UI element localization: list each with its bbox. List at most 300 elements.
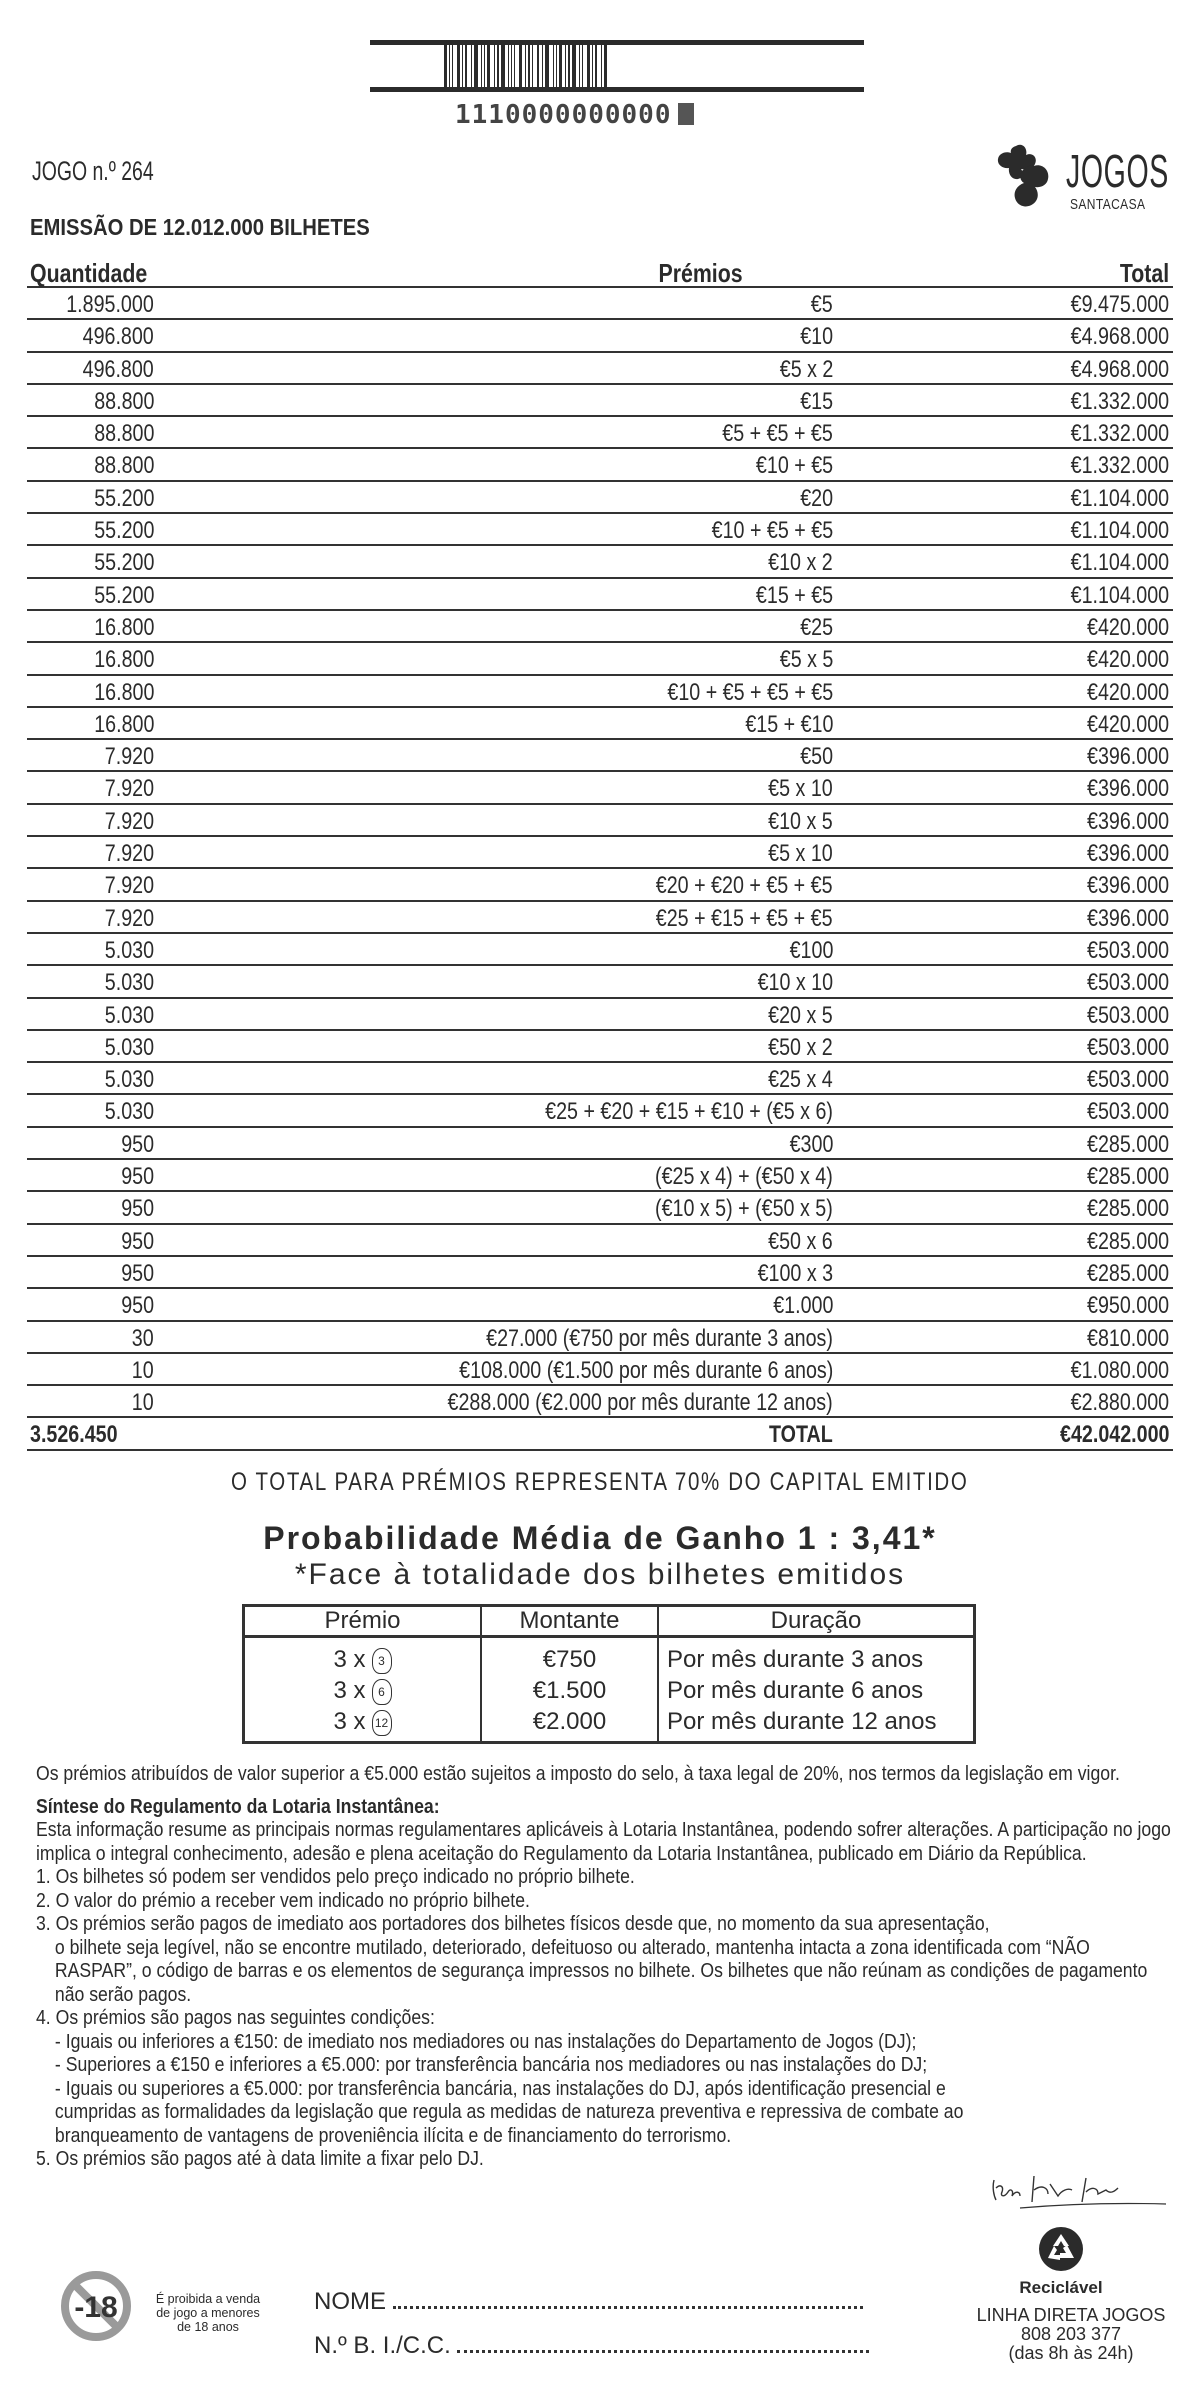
prize-description — [754, 840, 833, 868]
money-bag-icon: 6 — [372, 1679, 392, 1705]
prize-quantity — [94, 872, 154, 900]
prize-rows — [27, 288, 1173, 1418]
prize-row — [27, 869, 1173, 901]
prize-description — [616, 1195, 833, 1223]
prize-description — [754, 1228, 833, 1256]
prize-row — [27, 1095, 1173, 1127]
recycle-label: Reciclável — [1019, 2278, 1103, 2297]
annuity-count: 3 x — [333, 1708, 366, 1735]
prize-row — [27, 805, 1173, 837]
prize-table-header — [27, 255, 1173, 288]
money-bag-icon: 3 — [372, 1648, 392, 1674]
prize-description-text: €5 x 2 — [779, 355, 833, 383]
prize-total-text: €810.000 — [1086, 1324, 1169, 1352]
prize-total-text: €1.332.000 — [1070, 452, 1169, 480]
prize-quantity — [81, 614, 154, 642]
prize-description — [685, 517, 833, 545]
prize-description-text: €288.000 (€2.000 por mês durante 12 anos) — [447, 1389, 833, 1417]
prize-row — [27, 449, 1173, 481]
prize-table — [27, 255, 1173, 1451]
prize-description-text: (€25 x 4) + (€50 x 4) — [655, 1163, 833, 1191]
prize-description-text: €300 — [789, 1130, 833, 1158]
prize-quantity-text: 5.030 — [104, 969, 154, 997]
prize-description — [726, 711, 833, 739]
game-number: JOGO n.º 264 — [32, 156, 154, 186]
prize-quantity-text: 950 — [121, 1292, 154, 1320]
prize-description-text: €50 x 6 — [768, 1227, 833, 1255]
prize-row — [27, 740, 1173, 772]
annuity-row — [244, 1706, 975, 1743]
probability-note: *Face à totalidade dos bilhetes emitidos — [294, 1558, 906, 1591]
signature-icon — [990, 2174, 1170, 2214]
prize-row — [27, 1128, 1173, 1160]
annuity-amount: €750 — [481, 1637, 658, 1676]
prize-total-text: €2.880.000 — [1070, 1389, 1169, 1417]
col-quantity-label: Quantidade — [30, 258, 148, 288]
id-field[interactable] — [314, 2332, 869, 2360]
annuity-prize — [244, 1637, 482, 1676]
prize-quantity — [114, 1131, 154, 1159]
prize-quantity — [67, 323, 154, 351]
recycle-icon — [1038, 2226, 1084, 2272]
prize-row — [27, 708, 1173, 740]
prize-total-text: €420.000 — [1086, 678, 1169, 706]
prize-description-text: (€10 x 5) + (€50 x 5) — [655, 1195, 833, 1223]
prize-quantity — [94, 969, 154, 997]
prize-description-text: €10 x 2 — [768, 549, 833, 577]
prize-description — [631, 679, 833, 707]
id-line[interactable] — [457, 2336, 869, 2353]
prize-total — [1069, 1260, 1169, 1288]
prize-quantity — [94, 937, 154, 965]
prize-total — [1049, 1357, 1169, 1385]
col-quantity — [30, 258, 173, 289]
prize-quantity-text: 16.800 — [93, 646, 154, 674]
prize-description — [768, 646, 833, 674]
prize-total — [1069, 711, 1169, 739]
prize-description — [760, 1292, 833, 1320]
probability-title: Probabilidade Média de Ganho 1 : 3,41* — [263, 1520, 937, 1556]
rule-4b: - Superiores a €150 e inferiores a €5.000: por transferência bancária nos mediadores ou nas instalações do DJ; — [54, 2053, 928, 2076]
prize-total — [1049, 323, 1169, 351]
prize-total-text: €396.000 — [1086, 840, 1169, 868]
prize-total — [1069, 1228, 1169, 1256]
prize-total — [1069, 1195, 1169, 1223]
annuity-amount: €1.500 — [481, 1675, 658, 1706]
prize-total-text: €503.000 — [1086, 936, 1169, 964]
prize-description-text: €108.000 (€1.500 por mês durante 6 anos) — [458, 1356, 833, 1384]
annuity-amount: €2.000 — [481, 1706, 658, 1743]
prize-description-text: €10 + €5 + €5 — [711, 517, 833, 545]
prize-quantity — [94, 1034, 154, 1062]
prize-description — [754, 808, 833, 836]
prize-description — [616, 1163, 833, 1191]
prize-row — [27, 1386, 1173, 1418]
total-quantity — [30, 1421, 137, 1449]
col-prizes — [640, 258, 743, 289]
prize-total-text: €396.000 — [1086, 775, 1169, 803]
prize-total — [1069, 1034, 1169, 1062]
prize-row — [27, 482, 1173, 514]
barcode-digits: 1110000000000 — [455, 100, 672, 130]
prize-total-text: €285.000 — [1086, 1163, 1169, 1191]
prize-description-text: €25 x 4 — [768, 1066, 833, 1094]
prize-description-text: €20 x 5 — [768, 1001, 833, 1029]
barcode-bar — [604, 45, 607, 87]
total-value — [1036, 1421, 1169, 1449]
prize-row — [27, 934, 1173, 966]
prize-quantity — [114, 1292, 154, 1320]
prize-row — [27, 999, 1173, 1031]
annuity-col-prize: Prémio — [244, 1606, 482, 1637]
prize-row — [27, 837, 1173, 869]
rule-3-body: o bilhete seja legível, não se encontre mutilado, deteriorado, defeituoso ou alterado, mantenha intacta a zona identificada com “NÃO RASPAR”, o código de barras e os elementos de segurança impressos no bilhete. Os bilhetes que não reúnam as condições de pagamento não serão pagos. — [54, 1935, 1148, 2006]
prize-quantity-text: 5.030 — [104, 1033, 154, 1061]
prize-row — [27, 1322, 1173, 1354]
prize-quantity — [81, 452, 154, 480]
prize-quantity — [94, 1098, 154, 1126]
prize-description-text: €25 + €15 + €5 + €5 — [656, 904, 833, 932]
prize-description — [739, 582, 833, 610]
prize-quantity-text: 950 — [121, 1163, 154, 1191]
prize-quantity-text: 496.800 — [82, 323, 154, 351]
prize-quantity — [81, 646, 154, 674]
barcode-number — [455, 100, 694, 130]
prize-description-text: €5 x 10 — [768, 840, 833, 868]
prize-row — [27, 288, 1173, 320]
prize-quantity-text: 16.800 — [93, 678, 154, 706]
prize-description-text: €15 + €5 — [755, 581, 833, 609]
prize-quantity — [94, 905, 154, 933]
prize-total-text: €503.000 — [1086, 1001, 1169, 1029]
prize-quantity — [94, 775, 154, 803]
name-line[interactable] — [393, 2292, 863, 2309]
prize-quantity-text: 88.800 — [93, 452, 154, 480]
prize-description — [741, 969, 833, 997]
jogos-santacasa-logo — [994, 146, 1174, 216]
prize-description-text: €100 — [789, 936, 833, 964]
prize-description — [780, 937, 833, 965]
name-label: NOME — [314, 2288, 386, 2315]
prize-total-text: €503.000 — [1086, 1066, 1169, 1094]
prize-total — [1069, 1098, 1169, 1126]
prize-quantity-text: 950 — [121, 1227, 154, 1255]
prize-description — [754, 1034, 833, 1062]
prize-row — [27, 676, 1173, 708]
prize-total-text: €396.000 — [1086, 872, 1169, 900]
prize-quantity-text: 88.800 — [93, 420, 154, 448]
prize-quantity-text: 7.920 — [104, 840, 154, 868]
prize-quantity — [81, 420, 154, 448]
prize-total-text: €950.000 — [1086, 1292, 1169, 1320]
prize-quantity — [81, 485, 154, 513]
annuity-col-duration: Duração — [658, 1606, 975, 1637]
prize-quantity-text: 16.800 — [93, 710, 154, 738]
prize-total — [1049, 291, 1169, 319]
prize-quantity — [81, 388, 154, 416]
hotline — [960, 2306, 1182, 2363]
prize-description-text: €100 x 3 — [757, 1259, 833, 1287]
prize-row — [27, 1192, 1173, 1224]
prize-quantity-text: 55.200 — [93, 484, 154, 512]
prize-description-text: €10 + €5 + €5 + €5 — [667, 678, 833, 706]
prize-total — [1069, 808, 1169, 836]
prize-quantity — [81, 582, 154, 610]
prize-total — [1069, 905, 1169, 933]
annuity-row — [244, 1675, 975, 1706]
prize-quantity-text: 5.030 — [104, 1098, 154, 1126]
prize-description — [363, 1389, 833, 1417]
prize-total — [1049, 582, 1169, 610]
annuity-header — [244, 1606, 975, 1637]
barcode — [370, 40, 864, 92]
prize-description — [793, 485, 833, 513]
prize-quantity-text: 1.895.000 — [66, 291, 154, 318]
prize-quantity — [81, 549, 154, 577]
prize-description — [768, 356, 833, 384]
prize-total — [1049, 420, 1169, 448]
logo-subtitle: SANTACASA — [1070, 196, 1146, 213]
prize-total — [1069, 1131, 1169, 1159]
prize-description — [780, 1131, 833, 1159]
prize-description — [410, 1325, 833, 1353]
prize-quantity-text: 5.030 — [104, 1001, 154, 1029]
prize-total-text: €4.968.000 — [1070, 323, 1169, 351]
prize-total — [1049, 517, 1169, 545]
prize-row — [27, 1031, 1173, 1063]
prize-total-text: €1.080.000 — [1070, 1356, 1169, 1384]
prize-quantity-text: 950 — [121, 1130, 154, 1158]
prize-description-text: €10 — [800, 323, 833, 351]
prize-quantity-text: 950 — [121, 1195, 154, 1223]
prize-row — [27, 643, 1173, 675]
rule-2: 2. O valor do prémio a receber vem indicado no próprio bilhete. — [36, 1888, 530, 1912]
prize-total-text: €1.104.000 — [1070, 484, 1169, 512]
prize-description-text: €1.000 — [772, 1292, 833, 1320]
rule-5: 5. Os prémios são pagos até à data limite a fixar pelo DJ. — [36, 2147, 484, 2170]
prize-total-text: €503.000 — [1086, 1033, 1169, 1061]
prize-quantity-text: 30 — [132, 1324, 154, 1352]
col-prizes-label: Prémios — [658, 258, 743, 288]
logo-word: JOGOS — [1066, 145, 1169, 197]
prize-row — [27, 417, 1173, 449]
age-restriction-text: É proibida a venda de jogo a menores de 18 anos — [155, 2292, 261, 2334]
prize-row — [27, 966, 1173, 998]
hotline-title: LINHA DIRETA JOGOS — [976, 2305, 1166, 2325]
prize-total — [1049, 485, 1169, 513]
prize-row — [27, 353, 1173, 385]
rule-4c: - Iguais ou superiores a €5.000: por transferência bancária, nas instalações do DJ, após identificação presencial e cumpridas as formalidades da legislação que regula as medidas de natureza preventiva e repressiva de combate ao branqueamento de vantagens de proveniência ilícita e de financiamento do terrorismo. — [54, 2076, 964, 2147]
prize-quantity — [67, 356, 154, 384]
prize-description — [698, 420, 833, 448]
prize-total — [1069, 614, 1169, 642]
prize-description — [741, 1260, 833, 1288]
prize-total-text: €285.000 — [1086, 1227, 1169, 1255]
prize-quantity-text: 10 — [132, 1356, 154, 1384]
prize-quantity — [127, 1389, 154, 1417]
prize-row — [27, 1160, 1173, 1192]
col-total — [1109, 258, 1169, 289]
prize-total-text: €396.000 — [1086, 743, 1169, 771]
prize-description-text: €5 x 5 — [779, 646, 833, 674]
annuity-count: 3 x — [333, 1646, 366, 1673]
prize-quantity-text: 55.200 — [93, 581, 154, 609]
hotline-hours: (das 8h às 24h) — [1008, 2343, 1134, 2363]
annuity-row — [244, 1637, 975, 1676]
annuity-prize — [244, 1675, 482, 1706]
prize-description — [754, 1066, 833, 1094]
prize-total-text: €396.000 — [1086, 904, 1169, 932]
prize-description — [793, 323, 833, 351]
prize-description-text: €10 + €5 — [755, 452, 833, 480]
prize-quantity-text: 5.030 — [104, 1066, 154, 1094]
prize-quantity — [114, 1163, 154, 1191]
prize-row — [27, 546, 1173, 578]
prize-quantity-text: 7.920 — [104, 904, 154, 932]
annuity-rows — [244, 1637, 975, 1743]
prize-quantity-text: 7.920 — [104, 872, 154, 900]
prize-quantity — [94, 1066, 154, 1094]
prize-description — [617, 872, 833, 900]
prize-row — [27, 772, 1173, 804]
prize-quantity-text: 5.030 — [104, 936, 154, 964]
prize-description-text: €15 + €10 — [744, 710, 833, 738]
prize-description — [793, 614, 833, 642]
legal-text — [36, 1762, 1176, 2171]
barcode-check-square-icon — [678, 103, 694, 125]
prize-quantity-text: 55.200 — [93, 517, 154, 545]
prize-total — [1069, 969, 1169, 997]
money-bag-icon: 12 — [372, 1710, 392, 1736]
total-quantity-value: 3.526.450 — [30, 1421, 118, 1449]
prize-total-text: €396.000 — [1086, 807, 1169, 835]
prize-quantity-text: 7.920 — [104, 775, 154, 803]
prize-total — [1049, 549, 1169, 577]
age-badge-text: -18 — [74, 2291, 118, 2324]
name-field[interactable] — [314, 2288, 863, 2316]
prize-total-text: €1.332.000 — [1070, 387, 1169, 415]
prize-total — [1049, 388, 1169, 416]
prize-description-text: €25 + €20 + €15 + €10 + (€5 x 6) — [545, 1098, 833, 1126]
prize-total-text: €285.000 — [1086, 1195, 1169, 1223]
prize-description — [793, 743, 833, 771]
prize-quantity — [94, 840, 154, 868]
rule-4: 4. Os prémios são pagos nas seguintes condições: — [36, 2006, 435, 2029]
prize-quantity-text: 55.200 — [93, 549, 154, 577]
prize-total-text: €9.475.000 — [1070, 291, 1169, 318]
prize-quantity — [94, 808, 154, 836]
prize-quantity — [81, 711, 154, 739]
barcode-bottom-rail — [370, 87, 864, 92]
capital-note — [0, 1468, 1200, 1497]
prize-description-text: €27.000 (€750 por mês durante 3 anos) — [486, 1324, 833, 1352]
prize-total — [1069, 646, 1169, 674]
prize-total-text: €1.104.000 — [1070, 581, 1169, 609]
prize-quantity — [127, 1357, 154, 1385]
prize-total — [1069, 1163, 1169, 1191]
prize-total — [1069, 840, 1169, 868]
prize-quantity-text: 88.800 — [93, 387, 154, 415]
prize-total-text: €503.000 — [1086, 969, 1169, 997]
prize-description-text: €20 + €20 + €5 + €5 — [656, 872, 833, 900]
prize-total-text: €1.332.000 — [1070, 420, 1169, 448]
prize-row — [27, 611, 1173, 643]
prize-description-text: €25 — [800, 613, 833, 641]
tax-note: Os prémios atribuídos de valor superior a €5.000 estão sujeitos a imposto do selo, à taxa legal de 20%, nos termos da legislação em vigor. — [36, 1762, 1120, 1785]
annuity-table — [242, 1604, 976, 1744]
prize-total — [1069, 1292, 1169, 1320]
prize-quantity-text: 7.920 — [104, 743, 154, 771]
prize-quantity — [114, 1228, 154, 1256]
prize-row — [27, 579, 1173, 611]
prize-total — [1069, 679, 1169, 707]
annuity-count: 3 x — [333, 1677, 366, 1704]
prize-total — [1069, 1325, 1169, 1353]
prize-description — [806, 291, 833, 319]
prize-description-text: €5 + €5 + €5 — [722, 420, 833, 448]
prize-total-text: €420.000 — [1086, 613, 1169, 641]
annuity-col-amount: Montante — [481, 1606, 658, 1637]
total-label-text: TOTAL — [769, 1421, 833, 1449]
prize-row — [27, 320, 1173, 352]
prize-description — [377, 1357, 833, 1385]
prize-total — [1069, 1002, 1169, 1030]
prize-quantity — [81, 517, 154, 545]
prize-quantity-text: 496.800 — [82, 355, 154, 383]
prize-description — [617, 905, 833, 933]
col-total-label: Total — [1119, 258, 1169, 288]
prize-total — [1049, 356, 1169, 384]
id-label: N.º B. I./C.C. — [314, 2332, 451, 2359]
prize-quantity-text: 16.800 — [93, 613, 154, 641]
prize-total-text: €503.000 — [1086, 1098, 1169, 1126]
prize-total — [1069, 775, 1169, 803]
capital-note-text: O TOTAL PARA PRÉMIOS REPRESENTA 70% DO CAPITAL EMITIDO — [231, 1468, 969, 1496]
prize-description-text: €5 x 10 — [768, 775, 833, 803]
prize-description — [754, 1002, 833, 1030]
prize-quantity-text: 10 — [132, 1389, 154, 1417]
prize-row — [27, 514, 1173, 546]
prize-description-text: €15 — [800, 387, 833, 415]
prize-total-text: €420.000 — [1086, 646, 1169, 674]
prize-total-text: €285.000 — [1086, 1130, 1169, 1158]
regulation-summary-title: Síntese do Regulamento da Lotaria Instantânea: — [36, 1794, 440, 1818]
prize-total — [1049, 1389, 1169, 1417]
age-restriction-icon — [60, 2270, 132, 2342]
prize-row — [27, 1257, 1173, 1289]
prize-description-text: €20 — [800, 484, 833, 512]
prize-total-text: €1.104.000 — [1070, 517, 1169, 545]
prize-description — [793, 388, 833, 416]
prize-row — [27, 1289, 1173, 1321]
prize-quantity — [127, 1325, 154, 1353]
prize-description-text: €50 — [800, 743, 833, 771]
issue-title: EMISSÃO DE 12.012.000 BILHETES — [30, 214, 370, 240]
prize-total — [1049, 452, 1169, 480]
prize-total-row — [27, 1418, 1173, 1450]
prize-quantity — [114, 1195, 154, 1223]
prize-row — [27, 902, 1173, 934]
regulation-summary-intro: Esta informação resume as principais normas regulamentares aplicáveis à Lotaria Instantânea, podendo sofrer alterações. A participação no jogo implica o integral conhecimento, adesão e plena aceitação do Regulamento da Lotaria Instantânea, publicado em Diário da República. — [36, 1818, 1171, 1865]
prize-description-text: €50 x 2 — [768, 1033, 833, 1061]
prize-description-text: €5 — [811, 291, 833, 318]
prize-description-text: €10 x 5 — [768, 807, 833, 835]
prize-quantity — [94, 1002, 154, 1030]
prize-quantity-text: 7.920 — [104, 807, 154, 835]
hotline-number: 808 203 377 — [1020, 2324, 1122, 2344]
annuity-duration: Por mês durante 12 anos — [658, 1706, 975, 1743]
prize-total-text: €420.000 — [1086, 710, 1169, 738]
